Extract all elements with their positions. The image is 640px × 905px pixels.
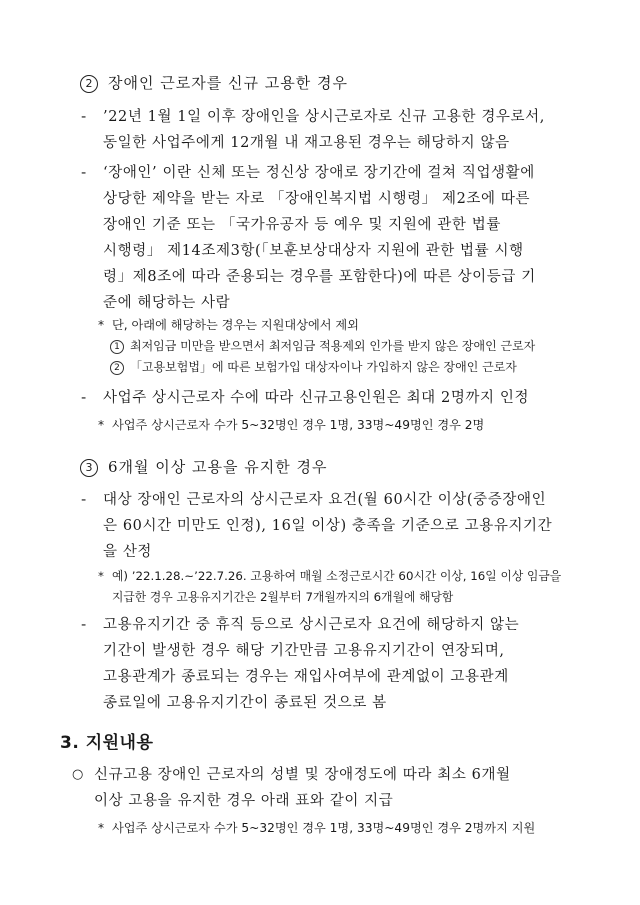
text-line: 동일한 사업주에게 12개월 내 재고용된 경우는 해당하지 않음 [103,135,510,151]
exclusion-item [110,357,517,378]
dash-marker: - [81,165,87,181]
text-line: 준에 해당하는 사람 [103,295,231,311]
circled-number: 3 [80,459,98,477]
circle-marker: ○ [72,767,84,782]
circled-number: 2 [80,75,98,93]
note-text: 예) ’22.1.28.~’22.7.26. 고용하여 매월 소정근로시간 60시간 이상, 16일 이상 임금을 [112,569,562,583]
text-line: 고용관계가 종료되는 경우는 재입사여부에 관계없이 고용관계 [103,669,509,685]
text-line: 은 60시간 미만도 인정), 16일 이상) 충족을 기준으로 고용유지기간 [103,518,553,534]
text-line: 신규고용 장애인 근로자의 성별 및 장애정도에 따라 최소 6개월 [94,767,511,783]
dash-paragraph [81,160,583,316]
asterisk-note [98,818,536,839]
asterisk-note [98,315,359,336]
text-line: 사업주 상시근로자 수에 따라 신규고용인원은 최대 2명까지 인정 [103,390,530,406]
dash-paragraph [81,612,583,716]
text-line: 이상 고용을 유지한 경우 아래 표와 같이 지급 [94,793,394,809]
circle-paragraph [72,762,584,814]
note-text: 사업주 상시근로자 수가 5~32명인 경우 1명, 33명~49명인 경우 2명까지 지원 [112,821,536,835]
exclusion-item [110,336,535,357]
text-line: 기간이 발생한 경우 해당 기간만큼 고용유지기간이 연장되며, [103,643,505,659]
dash-marker: - [81,492,87,508]
text-line: ’22년 1월 1일 이후 장애인을 상시근로자로 신규 고용한 경우로서, [103,109,545,125]
dash-paragraph [81,385,583,411]
dash-marker: - [81,109,87,125]
text-line: 시행령」 제14조제3항(「보훈보상대상자 지원에 관한 법률 시행 [103,243,524,259]
asterisk-marker: * [98,418,105,432]
asterisk-marker: * [98,821,105,835]
dash-paragraph [81,104,583,156]
circled-number: 1 [110,340,124,354]
note-text: 사업주 상시근로자 수가 5~32명인 경우 1명, 33명~49명인 경우 2명 [112,418,485,432]
section-heading: 3. 지원내용 [60,733,154,753]
text-line: 상당한 제약을 받는 자로 「장애인복지법 시행령」 제2조에 따른 [103,191,531,207]
asterisk-marker: * [98,569,104,583]
section-title: 6개월 이상 고용을 유지한 경우 [108,458,328,476]
section-heading-3 [80,456,328,477]
dash-marker: - [81,617,87,633]
asterisk-note [98,415,485,436]
exclusion-text: 최저임금 미만을 받으면서 최저임금 적용제외 인가를 받지 않은 장애인 근로자 [130,339,536,353]
text-line: 종료일에 고용유지기간이 종료된 것으로 봄 [103,695,387,711]
circled-number: 2 [110,361,124,375]
dash-marker: - [81,390,87,406]
exclusion-text: 「고용보험법」에 따른 보험가입 대상자이나 가입하지 않은 장애인 근로자 [130,360,517,374]
text-line: 장애인 기준 또는 「국가유공자 등 예우 및 지원에 관한 법률 [103,217,501,233]
text-line: 령」제8조에 따라 준용되는 경우를 포함한다)에 따른 상이등급 기 [103,269,536,285]
note-text: 지급한 경우 고용유지기간은 2월부터 7개월까지의 6개월에 해당함 [112,590,454,604]
text-line: 대상 장애인 근로자의 상시근로자 요건(월 60시간 이상(중증장애인 [103,492,547,508]
text-line: 고용유지기간 중 휴직 등으로 상시근로자 요건에 해당하지 않는 [103,617,520,633]
dash-paragraph [81,487,583,565]
text-line: ‘장애인’ 이란 신체 또는 정신상 장애로 장기간에 걸쳐 직업생활에 [103,165,535,181]
asterisk-note [98,566,562,608]
text-line: 을 산정 [103,544,153,560]
section-heading-2 [80,72,348,93]
note-text: 단, 아래에 해당하는 경우는 지원대상에서 제외 [112,318,359,332]
asterisk-marker: * [98,318,105,332]
section-title: 장애인 근로자를 신규 고용한 경우 [108,74,348,92]
